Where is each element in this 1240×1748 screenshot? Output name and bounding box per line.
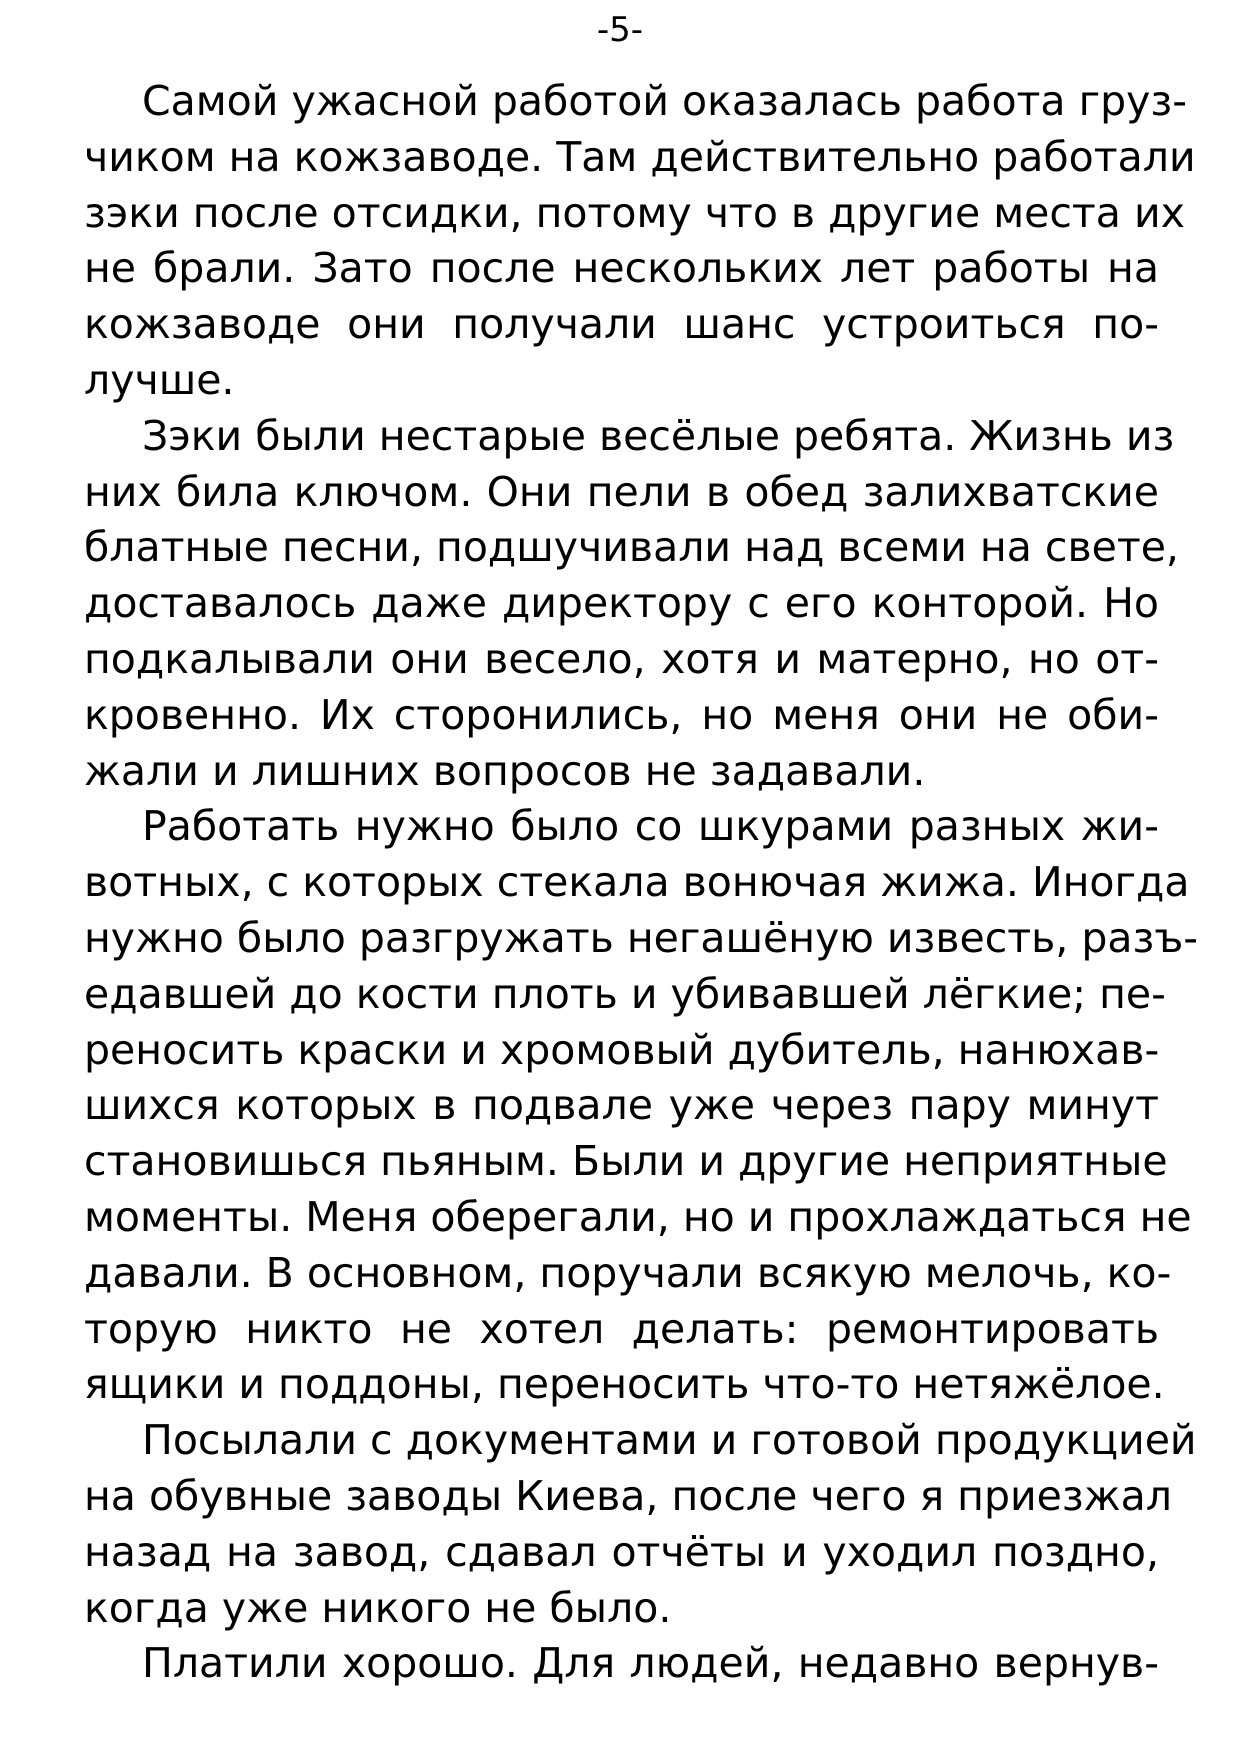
text-line: них била ключом. Они пели в обед залихватские [84,467,1159,516]
text-line: едавшей до кости плоть и убивавшей лёгкие; пе- [84,969,1166,1018]
text-line: торую никто не хотел делать: ремонтировать [84,1304,1159,1353]
text-line: жали и лишних вопросов не задавали. [84,746,926,795]
page-number: -5- [596,10,644,50]
text-line: чиком на кожзаводе. Там действительно работали [84,132,1196,181]
text-line: кровенно. Их сторонились, но меня они не оби- [84,690,1159,739]
text-line: когда уже никого не было. [84,1583,672,1632]
text-line: Посылали с документами и готовой продукцией [142,1416,1197,1465]
text-line: ящики и поддоны, переносить что-то нетяжёлое. [84,1360,1165,1409]
body-text [84,74,1199,1692]
text-line: нужно было разгружать негашёную известь, разъ- [84,913,1199,962]
text-line: не брали. Зато после нескольких лет работы на [84,244,1159,293]
text-line: блатные песни, подшучивали над всеми на свете, [84,523,1179,572]
text-line: назад на завод, сдавал отчёты и уходил поздно, [84,1527,1159,1576]
text-line: Работать нужно было со шкурами разных жи- [142,802,1159,851]
text-line: становишься пьяным. Были и другие неприятные [84,1137,1168,1186]
text-line: лучше. [84,355,235,404]
text-line: кожзаводе они получали шанс устроиться по- [84,300,1159,349]
text-line: моменты. Меня оберегали, но и прохлаждаться не [84,1192,1192,1241]
text-line: Зэки были нестарые весёлые ребята. Жизнь из [142,411,1175,460]
text-line: подкалывали они весело, хотя и матерно, но от- [84,634,1159,683]
text-line: вотных, с которых стекала вонючая жижа. Иногда [84,858,1190,907]
text-line: Самой ужасной работой оказалась работа груз- [142,77,1187,125]
text-line: реносить краски и хромовый дубитель, нанюхав- [84,1025,1160,1074]
text-line: давали. В основном, поручали всякую мелочь, ко- [84,1248,1172,1297]
text-line: шихся которых в подвале уже через пару минут [84,1081,1159,1130]
text-line: на обувные заводы Киева, после чего я приезжал [84,1471,1172,1520]
text-line: Платили хорошо. Для людей, недавно вернув- [142,1639,1159,1688]
text-line: зэки после отсидки, потому что в другие места их [84,188,1185,237]
text-line: доставалось даже директору с его конторой. Но [84,579,1159,628]
